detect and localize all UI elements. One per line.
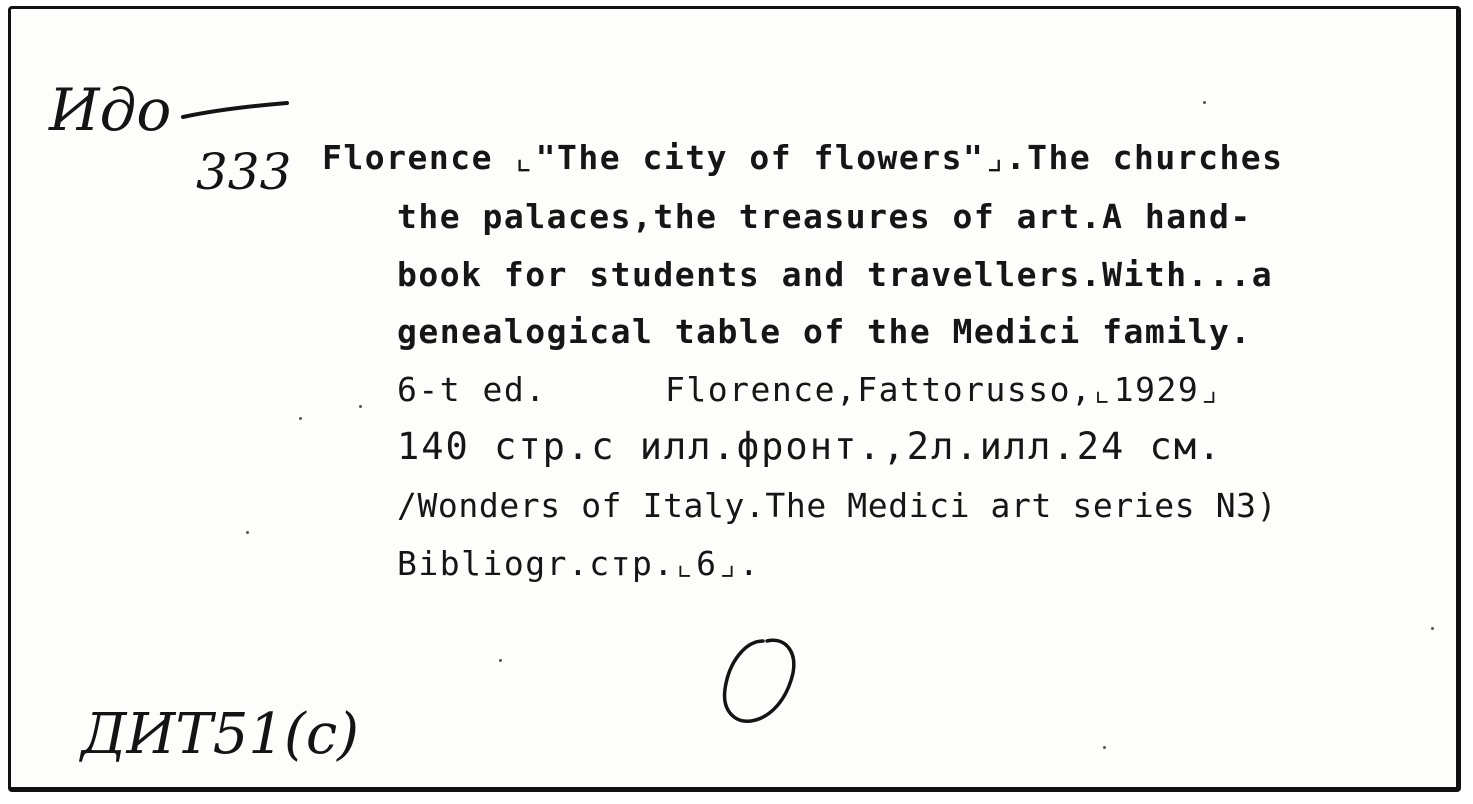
scan-speck	[246, 531, 249, 534]
shelfmark-bottom: 333	[196, 143, 292, 201]
entry-edition: 6-t ed.	[397, 370, 547, 409]
catalog-card	[8, 6, 1461, 792]
scan-speck	[1431, 627, 1434, 630]
handwritten-code: ДИТ51(с)	[81, 702, 360, 767]
entry-line-3: book for students and travellers.With...a	[397, 255, 1274, 294]
shelfmark-top: Идо	[49, 76, 172, 144]
entry-line-2: the palaces,the treasures of art.A hand-	[397, 197, 1252, 236]
scan-speck	[499, 659, 502, 662]
scan-speck	[1203, 101, 1206, 104]
entry-line-4: genealogical table of the Medici family.	[397, 312, 1252, 351]
entry-line-1: Florence ⌞"The city of flowers"⌟.The churches	[322, 138, 1284, 177]
entry-imprint: Florence,Fattorusso,⌞1929⌟	[665, 370, 1221, 409]
entry-bibliography: Bibliogr.стр.⌞6⌟.	[397, 544, 761, 583]
entry-series: /Wonders of Italy.The Medici art series N3)	[397, 486, 1278, 525]
scan-speck	[1103, 746, 1106, 749]
scan-speck	[299, 417, 302, 420]
scan-speck	[359, 405, 362, 408]
circle-mark	[11, 9, 1461, 792]
entry-collation: 140 стр.с илл.фронт.,2л.илл.24 см.	[397, 425, 1223, 468]
